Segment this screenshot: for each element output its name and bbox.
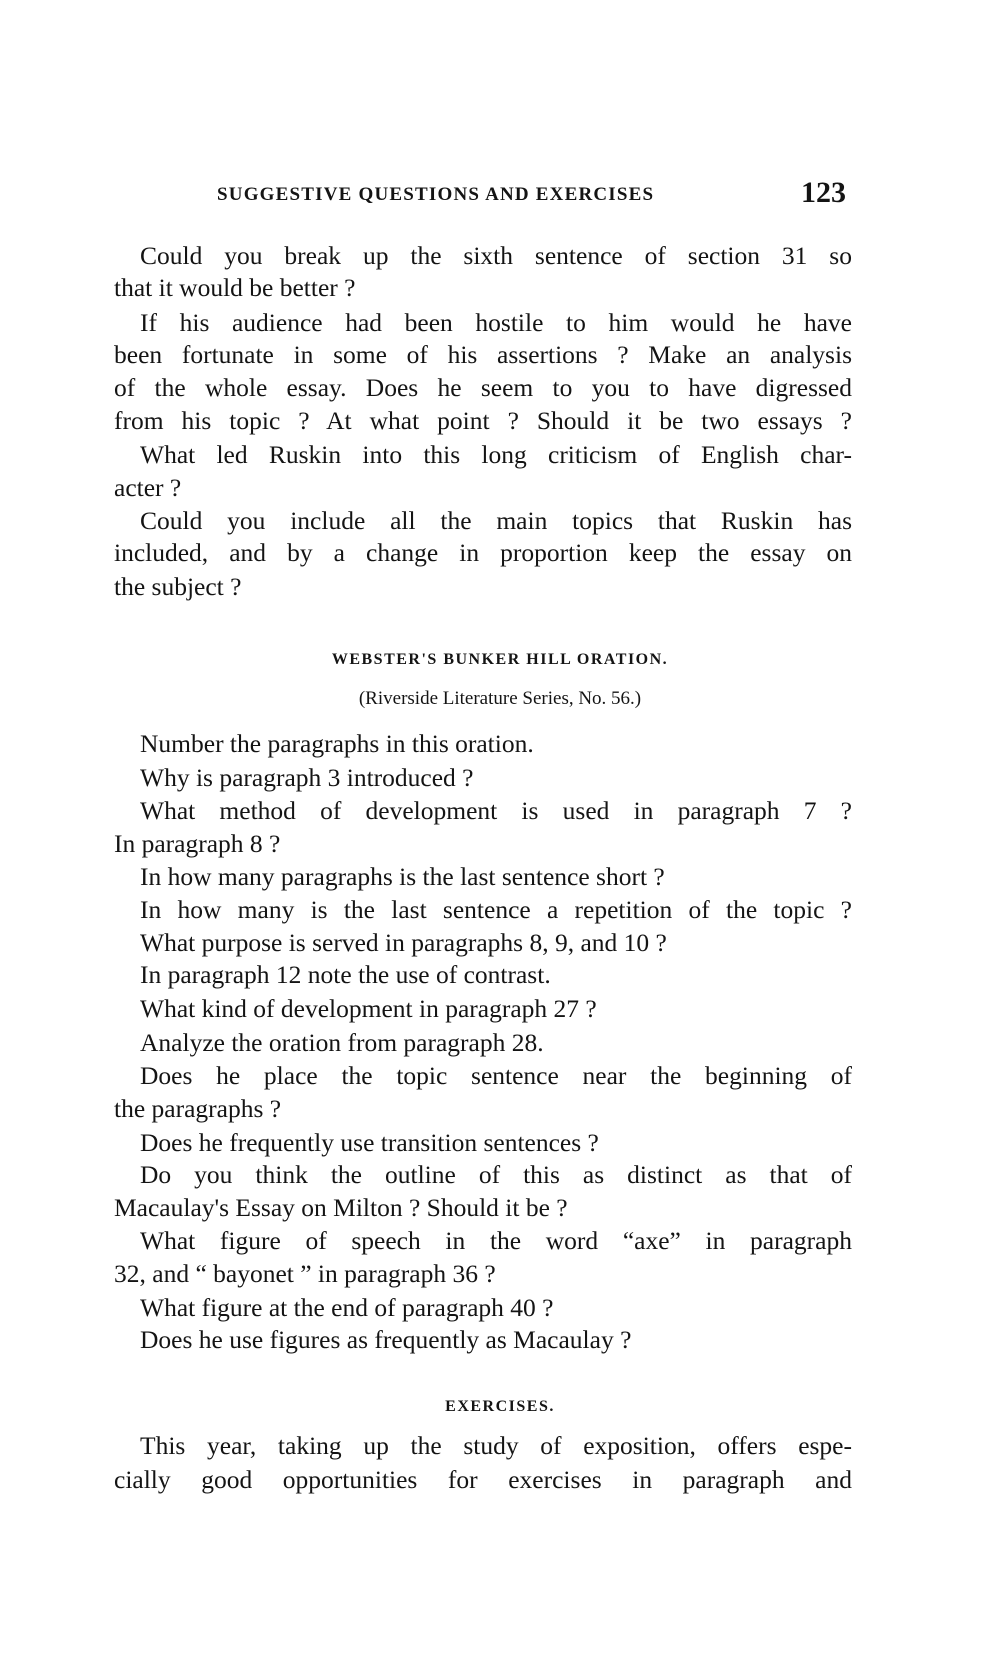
section-title-exercises: EXERCISES. (445, 1398, 555, 1415)
text-line: If his audience had been hostile to him would he have (140, 308, 852, 337)
text-line: Do you think the outline of this as distinct as that of (140, 1160, 852, 1189)
text-line: Does he use figures as frequently as Macaulay ? (140, 1325, 632, 1354)
text-line: In how many paragraphs is the last sentence short ? (140, 862, 665, 891)
text-line: In paragraph 12 note the use of contrast. (140, 960, 551, 989)
text-line: the subject ? (114, 572, 242, 601)
text-line: What figure of speech in the word “axe” in paragraph (140, 1226, 852, 1255)
text-line: In paragraph 8 ? (114, 829, 281, 858)
text-line: Macaulay's Essay on Milton ? Should it be ? (114, 1193, 568, 1222)
text-line: Does he frequently use transition sentences ? (140, 1128, 599, 1157)
text-line: Number the paragraphs in this oration. (140, 729, 534, 758)
text-line: acter ? (114, 473, 182, 502)
text-line: Analyze the oration from paragraph 28. (140, 1028, 544, 1057)
text-line: that it would be better ? (114, 273, 356, 302)
text-line: cially good opportunities for exercises in paragraph and (114, 1465, 852, 1494)
text-line: of the whole essay. Does he seem to you to have digressed (114, 373, 852, 402)
text-line: included, and by a change in proportion keep the essay on (114, 538, 852, 567)
text-line: What kind of development in paragraph 27 ? (140, 994, 597, 1023)
text-line: Could you break up the sixth sentence of section 31 so (140, 241, 852, 270)
section-title-webster: WEBSTER'S BUNKER HILL ORATION. (331, 651, 669, 668)
text-line: Could you include all the main topics that Ruskin has (140, 506, 852, 535)
running-title: SUGGESTIVE QUESTIONS AND EXERCISES (217, 184, 655, 205)
section-subtitle-webster: (Riverside Literature Series, No. 56.) (358, 688, 642, 709)
text-line: What led Ruskin into this long criticism of English char- (140, 440, 852, 469)
text-line: In how many is the last sentence a repetition of the topic ? (140, 895, 852, 924)
text-line: This year, taking up the study of exposition, offers espe- (140, 1431, 852, 1460)
text-line: What method of development is used in paragraph 7 ? (140, 796, 852, 825)
page-number: 123 (801, 176, 846, 209)
text-line: Does he place the topic sentence near the beginning of (140, 1061, 852, 1090)
text-line: What purpose is served in paragraphs 8, 9, and 10 ? (140, 928, 667, 957)
text-line: the paragraphs ? (114, 1094, 282, 1123)
text-line: from his topic ? At what point ? Should it be two essays ? (114, 406, 852, 435)
text-line: What figure at the end of paragraph 40 ? (140, 1293, 554, 1322)
text-line: 32, and “ bayonet ” in paragraph 36 ? (114, 1259, 496, 1288)
text-line: been fortunate in some of his assertions ? Make an analysis (114, 340, 852, 369)
text-line: Why is paragraph 3 introduced ? (140, 763, 474, 792)
